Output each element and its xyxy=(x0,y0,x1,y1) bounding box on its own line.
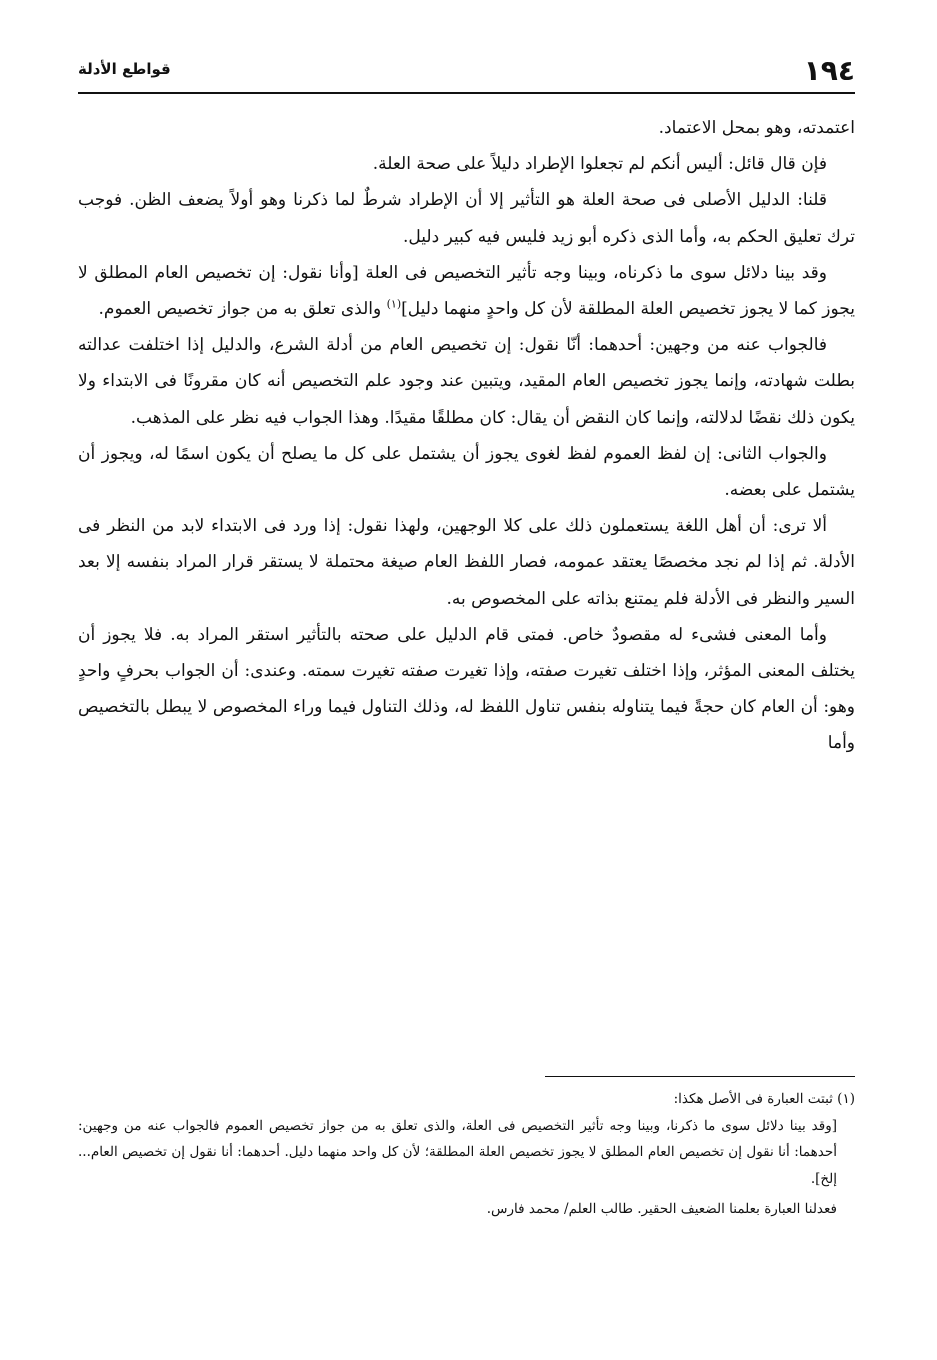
footnote-divider xyxy=(545,1076,855,1077)
paragraph-4 xyxy=(78,255,855,327)
footnote-reference: (١) xyxy=(386,297,402,311)
footnote-1-intro: (١) ثبتت العبارة فى الأصل هكذا: xyxy=(673,1091,855,1107)
footnotes xyxy=(78,1086,855,1223)
paragraph-3: قلنا: الدليل الأصلى فى صحة العلة هو التأثير إلا أن الإطراد شرطٌ لما ذكرنا وهو أولاً يضعف الظن. فوجب ترك تعليق الحكم به، وأما الذى ذكره أبو زيد فليس فيه كبير دليل. xyxy=(78,190,855,247)
paragraph-4-text: وقد بينا دلائل سوى ما ذكرناه، وبينا وجه تأثير التخصيص فى العلة [وأنا نقول: إن تخصيص العام المطلق لا يجوز كما لا يجوز تخصيص العلة المطلقة لأن كل واحدٍ منهما دليل] xyxy=(78,262,855,320)
footnote-1-signature: فعدلنا العبارة بعلمنا الضعيف الحقير. طالب العلم/ محمد فارس. xyxy=(486,1201,837,1217)
page-header xyxy=(78,44,855,94)
paragraph-8: وأما المعنى فشىء له مقصودٌ خاص. فمتى قام الدليل على صحته بالتأثير استقر المراد به. فلا يجوز أن يختلف المعنى المؤثر، وإذا اختلف تغيرت صفته، وإذا تغيرت صفته تغيرت سمته. وعندى: أن الجواب بحرفٍ واحدٍ وهو: أن العام كان حجةً فيما يتناوله بنفس تناول اللفظ له، وذلك التناول فيما وراء المخصوص لا يبطل بالتخصيص وأما xyxy=(78,624,855,754)
page-number: ١٩٤ xyxy=(803,54,855,87)
footnote-1-quote: [وقد بينا دلائل سوى ما ذكرنا، وبينا وجه تأثير التخصيص فى العلة، والذى تعلق به من جواز تخصيص العموم فالجواب عنه من وجهين: أحدهما: أنا نقول إن تخصيص العام المطلق لا يجوز تخصيص العلة المطلقة؛ لأن كل واحد منهما دليل. أحدهما: أنا نقول إن تخصيص العام... إلخ]. xyxy=(78,1117,837,1187)
running-title: قواطع الأدلة xyxy=(78,60,171,78)
paragraph-6: والجواب الثانى: إن لفظ العموم لفظ لغوى يجوز أن يشتمل على كل ما يصلح أن يكون اسمًا له، ويجوز أن يشتمل على بعضه. xyxy=(78,443,855,501)
paragraph-1: اعتمدته، وهو بمحل الاعتماد. xyxy=(658,118,855,138)
paragraph-4-tail: والذى تعلق به من جواز تخصيص العموم. xyxy=(98,299,382,320)
paragraph-7: ألا ترى: أن أهل اللغة يستعملون ذلك على كلا الوجهين، ولهذا نقول: إذا ورد فى الابتداء لابد من النظر فى الأدلة. ثم إذا لم نجد مخصصًا يعتقد عمومه، فصار اللفظ العام صيغة محتملة لا يستقر قرار المراد بنفسه إلا بعد السير والنظر فى الأدلة فلم يمتنع بذاته على المخصوص به. xyxy=(78,516,855,609)
paragraph-2: فإن قال قائل: أليس أنكم لم تجعلوا الإطراد دليلاً على صحة العلة. xyxy=(372,154,827,175)
paragraph-5: فالجواب عنه من وجهين: أحدهما: أنّا نقول: إن تخصيص العام من أدلة الشرع، والدليل إذا اختلفت عدالته بطلت شهادته، وإنما يجوز تخصيص العام المقيد، ويتبين عند وجود علم التخصيص أنه كان مقرونًا فى الابتداء ولا يكون ذلك نقضًا لدلالته، وإنما كان النقض أن يقال: كان مطلقًا مقيدًا. وهذا الجواب فيه نظر على المذهب. xyxy=(78,335,855,428)
main-text xyxy=(78,110,855,762)
